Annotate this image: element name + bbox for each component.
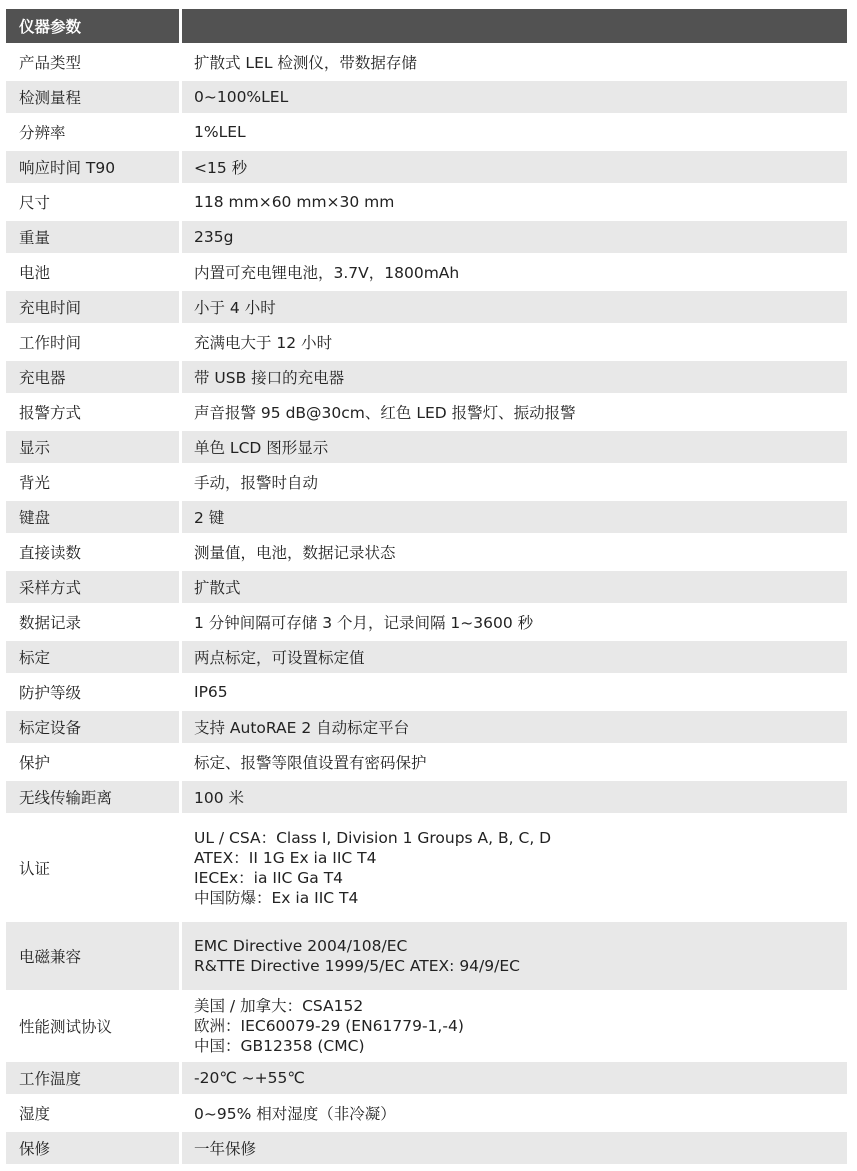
table-row xyxy=(6,81,847,113)
value-line: UL / CSA：Class I, Division 1 Groups A, B, C, D xyxy=(194,828,552,847)
table-row xyxy=(6,466,847,498)
row-key: 显示 xyxy=(6,431,179,463)
row-value: 充满电大于 12 小时 xyxy=(182,326,847,358)
table-row xyxy=(6,781,847,813)
value-line: R&TTE Directive 1999/5/EC ATEX: 94/9/EC xyxy=(194,957,520,975)
row-value: 手动，报警时自动 xyxy=(182,466,847,498)
value-line: 中国防爆：Ex ia IIC T4 xyxy=(194,888,359,907)
value-line: EMC Directive 2004/108/EC xyxy=(194,937,408,955)
table-row xyxy=(6,746,847,778)
table-row xyxy=(6,571,847,603)
row-key: 标定设备 xyxy=(6,711,179,743)
value-line: 美国 / 加拿大：CSA152 xyxy=(194,997,364,1015)
table-row xyxy=(6,361,847,393)
row-value: 单色 LCD 图形显示 xyxy=(182,431,847,463)
row-value: 声音报警 95 dB@30cm、红色 LED 报警灯、振动报警 xyxy=(182,396,847,428)
row-value: 内置可充电锂电池，3.7V，1800mAh xyxy=(182,256,847,288)
row-value: 两点标定，可设置标定值 xyxy=(182,641,847,673)
header-value xyxy=(182,9,847,43)
row-value: 1%LEL xyxy=(182,116,847,148)
row-value: 一年保修 xyxy=(182,1132,847,1164)
table-row xyxy=(6,256,847,288)
row-value: 100 米 xyxy=(182,781,847,813)
row-key: 保护 xyxy=(6,746,179,778)
row-key: 电池 xyxy=(6,256,179,288)
table-row xyxy=(6,1062,847,1094)
row-key: 重量 xyxy=(6,221,179,253)
table-row xyxy=(6,396,847,428)
row-key: 工作时间 xyxy=(6,326,179,358)
table-row xyxy=(6,711,847,743)
row-key: 尺寸 xyxy=(6,186,179,218)
row-value-lines xyxy=(182,993,847,1059)
row-value: 小于 4 小时 xyxy=(182,291,847,323)
row-key: 性能测试协议 xyxy=(6,993,179,1059)
row-key: 采样方式 xyxy=(6,571,179,603)
table-row xyxy=(6,606,847,638)
row-value: 标定、报警等限值设置有密码保护 xyxy=(182,746,847,778)
table-row xyxy=(6,676,847,708)
row-key: 标定 xyxy=(6,641,179,673)
row-key: 保修 xyxy=(6,1132,179,1164)
spec-table xyxy=(6,9,847,1167)
row-key: 检测量程 xyxy=(6,81,179,113)
table-row xyxy=(6,501,847,533)
table-row xyxy=(6,46,847,78)
row-key: 充电时间 xyxy=(6,291,179,323)
table-row-emc xyxy=(6,922,847,990)
value-line: 中国：GB12358 (CMC) xyxy=(194,1037,365,1055)
row-key: 防护等级 xyxy=(6,676,179,708)
value-line: IECEx：ia IIC Ga T4 xyxy=(194,868,344,887)
row-key: 分辨率 xyxy=(6,116,179,148)
row-value: <15 秒 xyxy=(182,151,847,183)
table-row xyxy=(6,116,847,148)
row-value-lines xyxy=(182,922,847,990)
row-value: -20℃ ~+55℃ xyxy=(182,1062,847,1094)
table-row xyxy=(6,1132,847,1164)
row-key: 背光 xyxy=(6,466,179,498)
table-row xyxy=(6,641,847,673)
row-key: 充电器 xyxy=(6,361,179,393)
row-value: 1 分钟间隔可存储 3 个月，记录间隔 1~3600 秒 xyxy=(182,606,847,638)
table-row xyxy=(6,1097,847,1129)
row-key: 响应时间 T90 xyxy=(6,151,179,183)
table-row xyxy=(6,536,847,568)
table-row xyxy=(6,291,847,323)
row-value: 扩散式 xyxy=(182,571,847,603)
row-key: 无线传输距离 xyxy=(6,781,179,813)
table-row xyxy=(6,431,847,463)
row-key: 报警方式 xyxy=(6,396,179,428)
table-row xyxy=(6,186,847,218)
row-value: 扩散式 LEL 检测仪，带数据存储 xyxy=(182,46,847,78)
table-row-certification xyxy=(6,816,847,919)
row-key: 工作温度 xyxy=(6,1062,179,1094)
table-row-performance xyxy=(6,993,847,1059)
row-value-lines xyxy=(182,816,847,919)
header-title: 仪器参数 xyxy=(6,9,179,43)
row-key: 键盘 xyxy=(6,501,179,533)
row-value: 支持 AutoRAE 2 自动标定平台 xyxy=(182,711,847,743)
row-value: 118 mm×60 mm×30 mm xyxy=(182,186,847,218)
row-value: 带 USB 接口的充电器 xyxy=(182,361,847,393)
table-row xyxy=(6,151,847,183)
row-key: 数据记录 xyxy=(6,606,179,638)
row-value: 0~95% 相对湿度（非冷凝） xyxy=(182,1097,847,1129)
row-key: 产品类型 xyxy=(6,46,179,78)
row-key: 电磁兼容 xyxy=(6,922,179,990)
table-row xyxy=(6,326,847,358)
row-key: 认证 xyxy=(6,816,179,919)
row-value: 2 键 xyxy=(182,501,847,533)
table-row xyxy=(6,221,847,253)
row-value: 测量值，电池，数据记录状态 xyxy=(182,536,847,568)
row-value: 235g xyxy=(182,221,847,253)
row-value: 0~100%LEL xyxy=(182,81,847,113)
row-key: 直接读数 xyxy=(6,536,179,568)
value-line: ATEX：II 1G Ex ia IIC T4 xyxy=(194,848,377,867)
row-key: 湿度 xyxy=(6,1097,179,1129)
row-value: IP65 xyxy=(182,676,847,708)
table-header-row xyxy=(6,9,847,43)
value-line: 欧洲：IEC60079-29 (EN61779-1,-4) xyxy=(194,1017,464,1035)
